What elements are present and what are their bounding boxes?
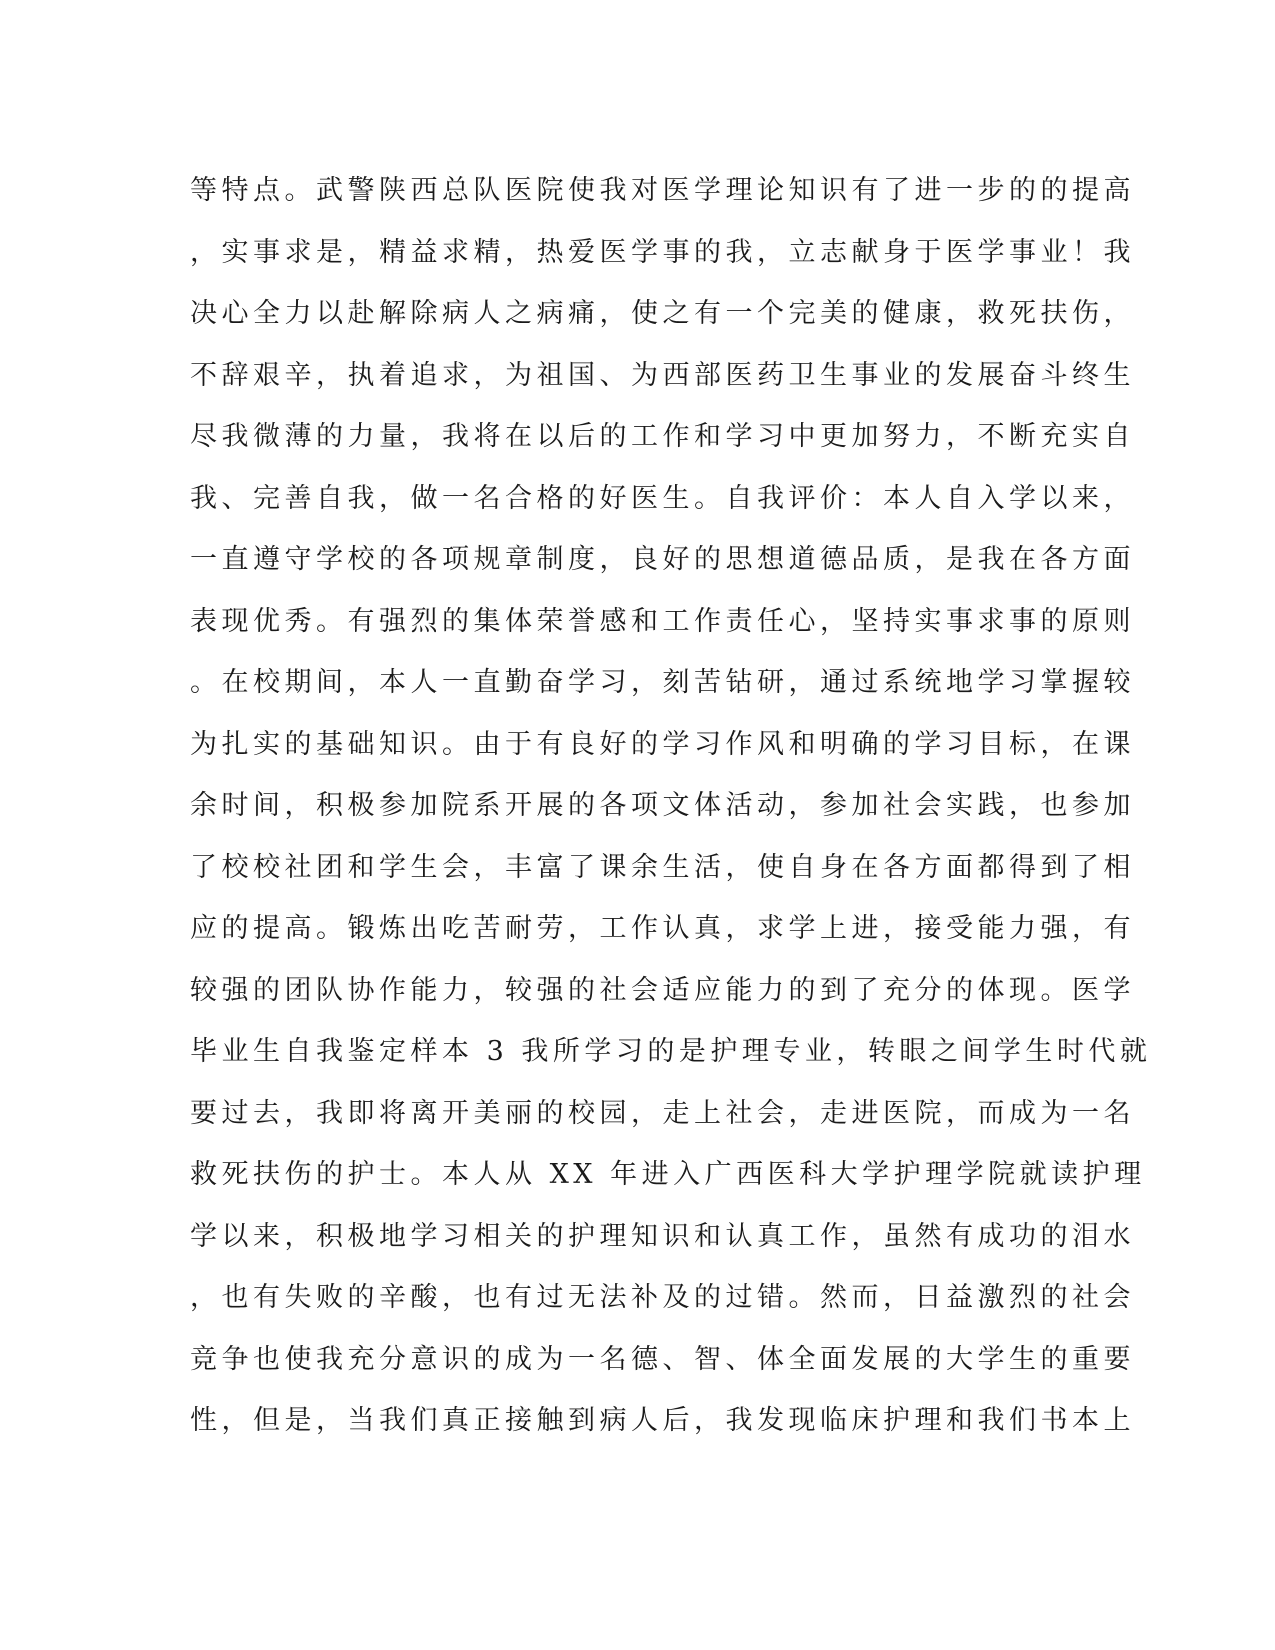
text-line: 性，但是，当我们真正接触到病人后，我发现临床护理和我们书本上 [190,1405,1135,1436]
text-line: 竞争也使我充分意识的成为一名德、智、体全面发展的大学生的重要 [190,1343,1135,1375]
text-line: 尽我微薄的力量，我将在以后的工作和学习中更加努力，不断充实自 [190,421,1135,452]
text-line: ，实事求是，精益求精，热爱医学事的我，立志献身于医学事业！我 [190,236,1135,268]
text-line: 不辞艰辛，执着追求，为祖国、为西部医药卫生事业的发展奋斗终生 [190,359,1135,391]
text-line: 了校校社团和学生会，丰富了课余生活，使自身在各方面都得到了相 [190,851,1135,883]
text-line: 毕业生自我鉴定样本 3 我所学习的是护理专业，转眼之间学生时代就 [190,1036,1152,1067]
text-line: ，也有失败的辛酸，也有过无法补及的过错。然而，日益激烈的社会 [190,1282,1135,1313]
text-line: 学以来，积极地学习相关的护理知识和认真工作，虽然有成功的泪水 [190,1220,1135,1252]
text-line: 较强的团队协作能力，较强的社会适应能力的到了充分的体现。医学 [190,974,1135,1006]
text-line: 一直遵守学校的各项规章制度，良好的思想道德品质，是我在各方面 [190,544,1135,575]
text-line: 。在校期间，本人一直勤奋学习，刻苦钻研，通过系统地学习掌握较 [190,667,1135,698]
text-line: 我、完善自我，做一名合格的好医生。自我评价：本人自入学以来， [190,482,1135,514]
text-line: 为扎实的基础知识。由于有良好的学习作风和明确的学习目标，在课 [190,728,1135,760]
text-line: 要过去，我即将离开美丽的校园，走上社会，走进医院，而成为一名 [190,1097,1135,1129]
text-line: 等特点。武警陕西总队医院使我对医学理论知识有了进一步的的提高 [190,175,1135,206]
text-line: 表现优秀。有强烈的集体荣誉感和工作责任心，坚持实事求事的原则 [190,605,1135,637]
text-line: 余时间，积极参加院系开展的各项文体活动，参加社会实践，也参加 [190,790,1135,821]
text-line: 救死扶伤的护士。本人从 XX 年进入广西医科大学护理学院就读护理 [190,1159,1146,1190]
text-line: 决心全力以赴解除病人之病痛，使之有一个完美的健康，救死扶伤， [190,298,1135,329]
body-text [190,160,1152,1452]
text-line: 应的提高。锻炼出吃苦耐劳，工作认真，求学上进，接受能力强，有 [190,913,1135,944]
